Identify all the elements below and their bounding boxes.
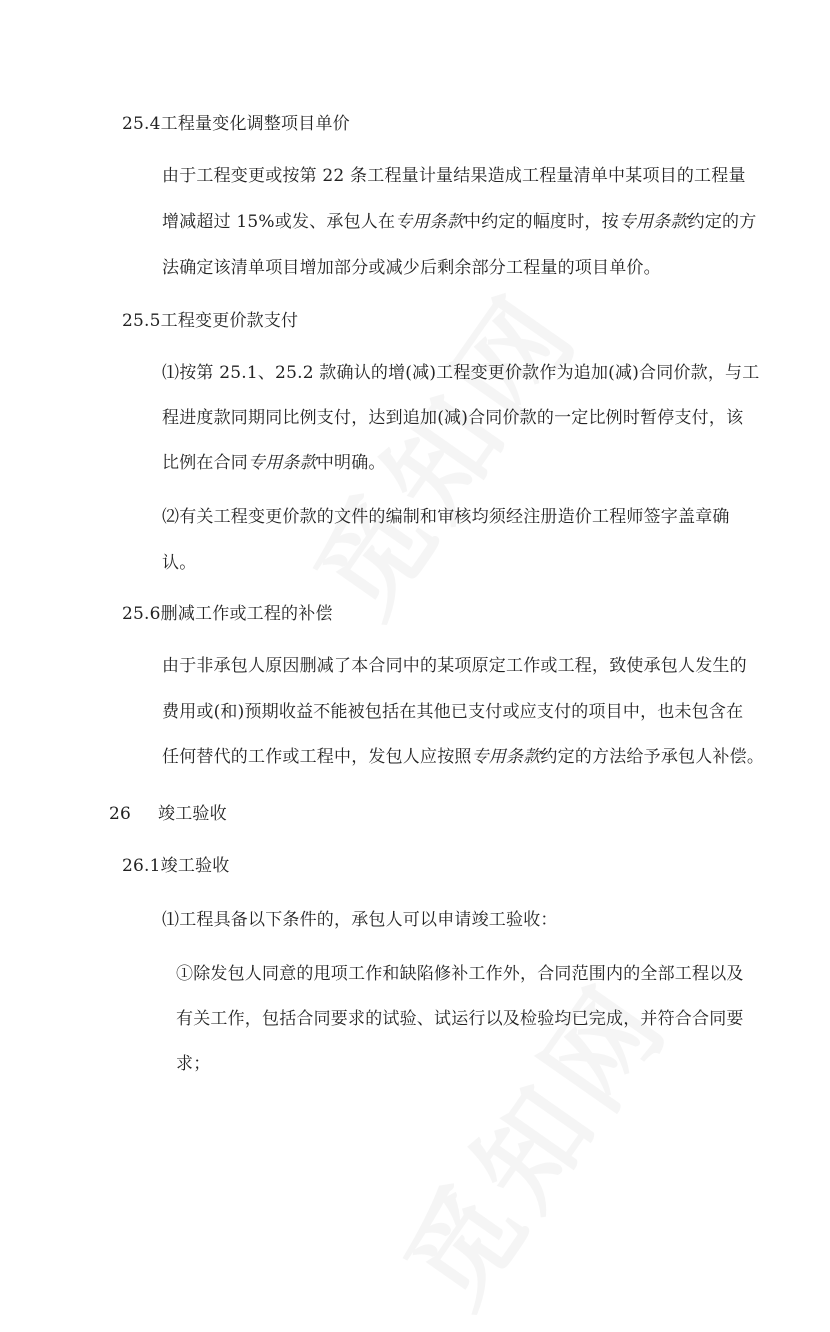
paragraph-line: 由于非承包人原因删减了本合同中的某项原定工作或工程，致使承包人发生的 xyxy=(162,656,747,676)
paragraph-line: 程进度款同期同比例支付，达到追加(减)合同价款的一定比例时暂停支付，该 xyxy=(162,408,744,428)
paragraph-line: 费用或(和)预期收益不能被包括在其他已支付或应支付的项目中，也未包含在 xyxy=(162,702,744,722)
paragraph-line: 增减超过 15%或发、承包人在专用条款中约定的幅度时，按专用条款约定的方 xyxy=(162,212,757,232)
special-clause-term: 专用条款 xyxy=(471,747,541,767)
watermark xyxy=(272,256,608,642)
sub-list-item-line: 有关工作，包括合同要求的试验、试运行以及检验均已完成，并符合合同要 xyxy=(176,1009,744,1029)
paragraph-line: 由于工程变更或按第 22 条工程量计量结果造成工程量清单中某项目的工程量 xyxy=(162,166,746,186)
special-clause-term: 专用条款 xyxy=(248,453,317,473)
paragraph-line: 法确定该清单项目增加部分或减少后剩余部分工程量的项目单价。 xyxy=(162,258,661,278)
paragraph-line: 认。 xyxy=(162,553,197,573)
section-heading-25-4: 25.4工程量变化调整项目单价 xyxy=(122,114,350,134)
section-heading-26-1: 26.1竣工验收 xyxy=(122,856,230,876)
chapter-title: 竣工验收 xyxy=(158,804,227,824)
section-heading-25-6: 25.6删减工作或工程的补偿 xyxy=(122,604,333,624)
watermark xyxy=(362,946,698,1332)
special-clause-term: 专用条款 xyxy=(395,212,465,232)
paragraph-line: ⑴按第 25.1、25.2 款确认的增(减)工程变更价款作为追加(减)合同价款，与工 xyxy=(162,363,760,383)
special-clause-term: 专用条款 xyxy=(618,212,688,232)
sub-list-item-line: ①除发包人同意的甩项工作和缺陷修补工作外，合同范围内的全部工程以及 xyxy=(176,964,744,984)
chapter-number: 26 xyxy=(109,804,132,824)
paragraph-line: ⑵有关工程变更价款的文件的编制和审核均须经注册造价工程师签字盖章确 xyxy=(162,507,730,527)
section-heading-25-5: 25.5工程变更价款支付 xyxy=(122,311,299,331)
paragraph-line: 任何替代的工作或工程中，发包人应按照专用条款约定的方法给予承包人补偿。 xyxy=(162,747,765,767)
paragraph-line: 比例在合同专用条款中明确。 xyxy=(162,453,386,473)
list-item: ⑴工程具备以下条件的，承包人可以申请竣工验收： xyxy=(162,910,558,930)
sub-list-item-line: 求； xyxy=(176,1054,211,1074)
